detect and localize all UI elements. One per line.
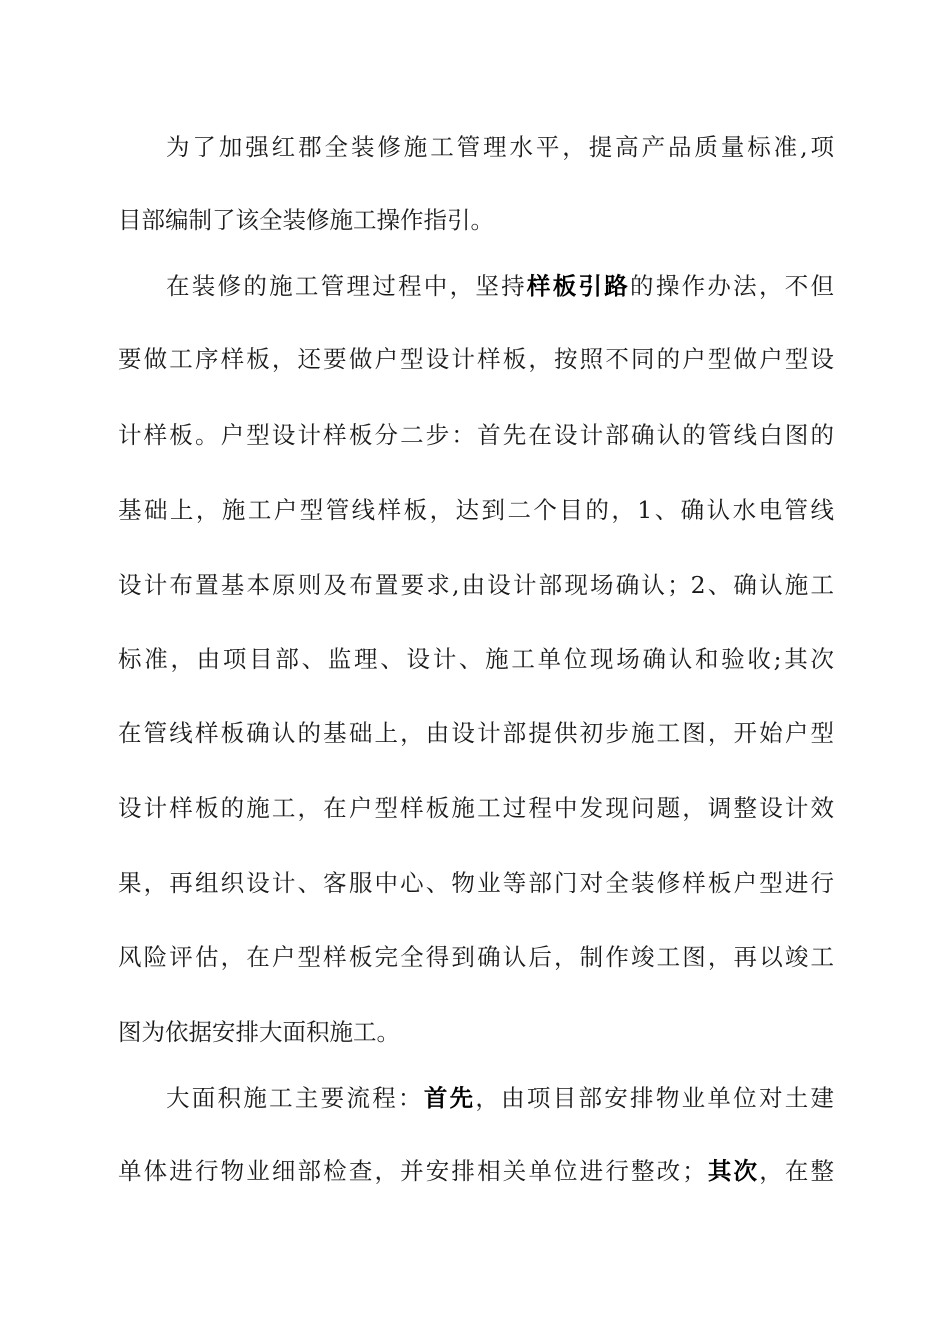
bold-term: 样板引路 (526, 272, 631, 300)
text-run: 为了加强红郡全装修施工管理水平，提高产品质量标准,项 (166, 133, 834, 161)
text-run: 设计样板的施工，在户型样板施工过程中发现问题，调整设计效 (118, 794, 834, 822)
paragraph-1-line-1 (118, 127, 834, 167)
text-run: 设计布置基本原则及布置要求,由设计部现场确认；2、确认施工 (118, 571, 834, 599)
text-run: 风险评估，在户型样板完全得到确认后，制作竣工图，再以竣工 (118, 943, 834, 971)
paragraph-2-line-1 (118, 266, 834, 306)
paragraph-2-line-2 (118, 339, 834, 379)
paragraph-2-line-5 (118, 565, 834, 605)
paragraph-2-line-11 (118, 1012, 834, 1052)
text-run: 目部编制了该全装修施工操作指引。 (118, 206, 494, 234)
text-run: 计样板。户型设计样板分二步：首先在设计部确认的管线白图的 (118, 421, 834, 449)
paragraph-3-line-1 (118, 1078, 834, 1118)
text-run: ，在整 (759, 1157, 835, 1185)
bold-term: 首先 (423, 1084, 476, 1112)
text-run: 基础上，施工户型管线样板，达到二个目的，1、确认水电管线 (118, 496, 834, 524)
text-run: 的操作办法，不但 (630, 272, 835, 300)
text-run: 果，再组织设计、客服中心、物业等部门对全装修样板户型进行 (118, 869, 834, 897)
paragraph-2-line-6 (118, 639, 834, 679)
text-run: 在管线样板确认的基础上，由设计部提供初步施工图，开始户型 (118, 719, 834, 747)
paragraph-2-line-9 (118, 863, 834, 903)
text-run: 标准，由项目部、监理、设计、施工单位现场确认和验收;其次 (118, 645, 834, 673)
paragraph-2-line-8 (118, 788, 834, 828)
bold-term: 其次 (705, 1157, 760, 1185)
paragraph-1-line-2 (118, 200, 834, 240)
text-run: ，由项目部安排物业单位对土建 (475, 1084, 835, 1112)
text-run: 在装修的施工管理过程中，坚持 (166, 272, 527, 300)
text-run: 图为依据安排大面积施工。 (118, 1018, 400, 1046)
text-run: 大面积施工主要流程： (166, 1084, 424, 1112)
text-run: 要做工序样板，还要做户型设计样板，按照不同的户型做户型设 (118, 345, 834, 373)
paragraph-2-line-3 (118, 415, 834, 455)
paragraph-2-line-10 (118, 937, 834, 977)
paragraph-2-line-4 (118, 490, 834, 530)
paragraph-2-line-7 (118, 713, 834, 753)
paragraph-3-line-2 (118, 1151, 834, 1191)
text-run: 单体进行物业细部检查，并安排相关单位进行整改； (118, 1157, 706, 1185)
